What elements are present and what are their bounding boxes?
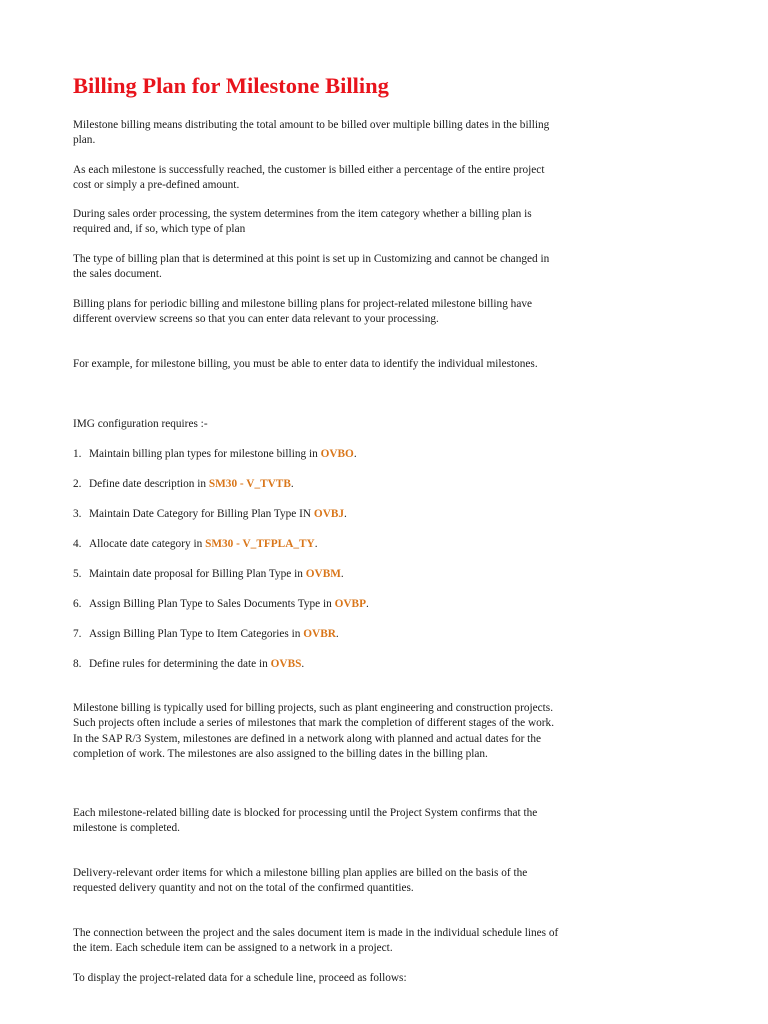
step-text: Define date description in xyxy=(89,478,209,490)
transaction-code: OVBS xyxy=(270,658,302,670)
step-end: . xyxy=(290,478,294,490)
config-step-2 xyxy=(73,477,294,492)
transaction-code: OVBM xyxy=(305,568,341,580)
intro-paragraph-6: For example, for milestone billing, you must be able to enter data to identify the individual milestones. xyxy=(73,358,538,370)
step-end: . xyxy=(314,538,318,550)
intro-paragraph-1: Milestone billing means distributing the total amount to be billed over multiple billing dates in the billing plan. xyxy=(73,119,550,147)
step-number: 3. xyxy=(73,508,82,520)
step-number: 2. xyxy=(73,478,82,490)
transaction-code: OVBR xyxy=(303,628,336,640)
step-text: Assign Billing Plan Type to Item Categories in xyxy=(89,628,304,640)
step-end: . xyxy=(344,508,347,520)
step-text: Assign Billing Plan Type to Sales Documents Type in xyxy=(89,598,335,610)
step-number: 8. xyxy=(73,658,82,670)
step-end: . xyxy=(353,448,357,460)
step-end: . xyxy=(335,628,339,640)
body-paragraph-5: To display the project-related data for a schedule line, proceed as follows: xyxy=(73,972,407,984)
step-text: Allocate date category in xyxy=(89,538,206,550)
page-title: Billing Plan for Milestone Billing xyxy=(73,73,389,98)
step-end: . xyxy=(301,658,305,670)
step-end: . xyxy=(340,568,344,580)
step-number: 4. xyxy=(73,538,82,550)
step-text: Define rules for determining the date in xyxy=(89,658,271,670)
body-paragraph-4: The connection between the project and the sales document item is made in the individual schedule lines of the item. Each schedule item can be assigned to a network in a project. xyxy=(73,927,559,955)
intro-paragraph-5: Billing plans for periodic billing and milestone billing plans for project-related milestone billing have different overview screens so that you can enter data relevant to your processing. xyxy=(73,298,532,326)
config-step-8 xyxy=(73,657,304,672)
step-number: 6. xyxy=(73,598,82,610)
body-paragraph-1: Milestone billing is typically used for billing projects, such as plant engineering and construction projects. Such projects often include a series of milestones that mark the completion of different stages of the work. In the SAP R/3 System, milestones are defined in a network along with planned and actual dates for the completion of work. The milestones are also assigned to the billing dates in the billing plan. xyxy=(73,702,555,760)
config-step-6 xyxy=(73,597,369,612)
transaction-code: SM30 - V_TFPLA_TY xyxy=(205,538,315,550)
step-text: Maintain billing plan types for milestone billing in xyxy=(89,448,321,460)
config-step-7 xyxy=(73,627,339,642)
step-end: . xyxy=(365,598,369,610)
step-number: 7. xyxy=(73,628,82,640)
img-config-heading: IMG configuration requires :- xyxy=(73,418,208,430)
intro-paragraph-3: During sales order processing, the system determines from the item category whether a billing plan is required and, if so, which type of plan xyxy=(73,208,532,236)
intro-paragraph-4: The type of billing plan that is determined at this point is set up in Customizing and cannot be changed in the sales document. xyxy=(73,253,550,281)
step-text: Maintain Date Category for Billing Plan Type IN xyxy=(89,508,314,520)
transaction-code: OVBJ xyxy=(313,508,345,520)
transaction-code: SM30 - V_TVTB xyxy=(208,478,291,490)
transaction-code: OVBO xyxy=(320,448,354,460)
config-step-4 xyxy=(73,537,318,552)
config-step-3 xyxy=(73,507,347,522)
config-step-5 xyxy=(73,567,344,582)
body-paragraph-3: Delivery-relevant order items for which a milestone billing plan applies are billed on the basis of the requested delivery quantity and not on the total of the confirmed quantities. xyxy=(73,867,528,895)
step-number: 5. xyxy=(73,568,82,580)
body-paragraph-2: Each milestone-related billing date is blocked for processing until the Project System confirms that the milestone is completed. xyxy=(73,807,538,835)
step-text: Maintain date proposal for Billing Plan Type in xyxy=(89,568,306,580)
transaction-code: OVBP xyxy=(334,598,366,610)
intro-paragraph-2: As each milestone is successfully reached, the customer is billed either a percentage of the entire project cost or simply a pre-defined amount. xyxy=(73,164,545,192)
config-step-1 xyxy=(73,447,357,462)
step-number: 1. xyxy=(73,448,82,460)
